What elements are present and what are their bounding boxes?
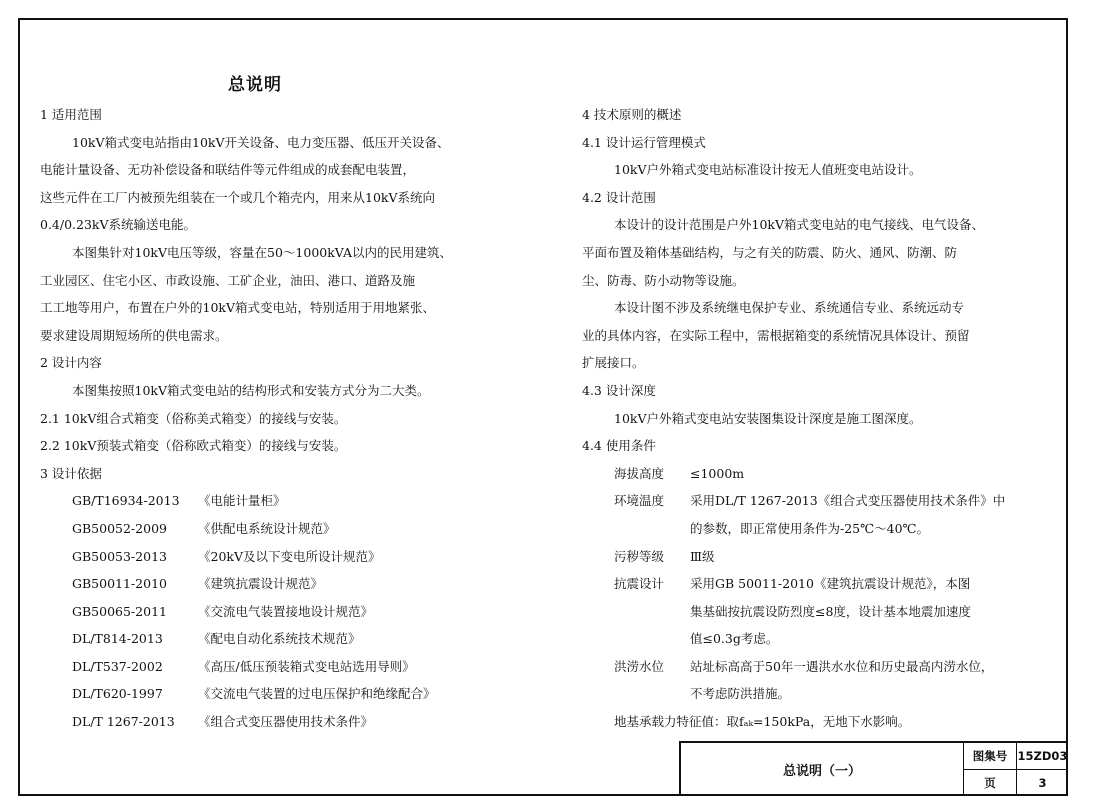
standard-name: 《电能计量柜》	[198, 493, 286, 509]
standard-name: 《供配电系统设计规范》	[198, 520, 336, 536]
right-column	[582, 101, 1052, 736]
s2-p1: 本图集按照10kV箱式变电站的结构形式和安装方式分为二大类。	[72, 382, 430, 398]
standard-name: 《交流电气装置的过电压保护和绝缘配合》	[198, 686, 436, 702]
atlas-number-label: 图集号	[964, 743, 1017, 770]
section-1-heading: 1 适用范围	[40, 107, 102, 122]
standard-code: GB50053-2013	[72, 548, 167, 564]
s1-p1-line: 电能计量设备、无功补偿设备和联结件等元件组成的成套配电装置，	[40, 162, 416, 178]
condition-value-cont: 值≤0.3g考虑。	[690, 631, 779, 647]
page-label: 页	[964, 770, 1017, 796]
s1-p1-line: 0.4/0.23kV系统输送电能。	[40, 217, 197, 233]
atlas-number-value: 15ZD03	[1017, 743, 1068, 770]
s1-p2-line: 工业园区、住宅小区、市政设施、工矿企业，油田、港口、道路及施	[40, 272, 416, 288]
condition-value: ≤1000m	[690, 465, 745, 481]
condition-row	[582, 543, 1052, 571]
condition-value-cont: 不考虑防洪措施。	[690, 686, 791, 702]
condition-key: 环境温度	[614, 493, 665, 509]
standard-row	[40, 570, 560, 598]
foundation-capacity: 地基承载力特征值：取fₐₖ=150kPa，无地下水影响。	[614, 714, 911, 730]
section-3-heading: 3 设计依据	[40, 465, 102, 481]
condition-row	[582, 487, 1052, 515]
standard-name: 《20kV及以下变电所设计规范》	[198, 548, 381, 564]
condition-value: Ⅲ级	[690, 548, 715, 564]
standard-code: GB/T16934-2013	[72, 493, 180, 509]
left-column	[40, 101, 560, 736]
s43-p: 10kV户外箱式变电站安装图集设计深度是施工图深度。	[614, 410, 922, 426]
section-4-3-heading: 4.3 设计深度	[582, 382, 656, 398]
condition-value-cont: 的参数，即正常使用条件为-25℃～40℃。	[690, 520, 930, 536]
s1-p2-line: 工工地等用户，布置在户外的10kV箱式变电站，特别适用于用地紧张、	[40, 300, 436, 316]
s42-p1-line: 平面布置及箱体基础结构，与之有关的防震、防火、通风、防潮、防	[582, 244, 958, 260]
title-block	[679, 741, 1068, 796]
section-4-heading: 4 技术原则的概述	[582, 107, 682, 122]
condition-key: 污秽等级	[614, 548, 665, 564]
standard-row	[40, 653, 560, 681]
section-2-1: 2.1 10kV组合式箱变（俗称美式箱变）的接线与安装。	[40, 410, 347, 426]
s1-p1-line: 10kV箱式变电站指由10kV开关设备、电力变压器、低压开关设备、	[72, 134, 450, 150]
standard-code: GB50052-2009	[72, 520, 167, 536]
page-number: 3	[1038, 776, 1047, 790]
standard-code: GB50011-2010	[72, 576, 167, 592]
section-4-2-heading: 4.2 设计范围	[582, 189, 656, 205]
standard-code: DL/T620-1997	[72, 686, 163, 702]
s42-p1-line: 本设计的设计范围是户外10kV箱式变电站的电气接线、电气设备、	[614, 217, 985, 233]
section-2-2: 2.2 10kV预装式箱变（俗称欧式箱变）的接线与安装。	[40, 438, 347, 454]
s41-p: 10kV户外箱式变电站标准设计按无人值班变电站设计。	[614, 162, 922, 178]
page-title: 总说明	[228, 75, 282, 95]
condition-row	[582, 653, 1052, 681]
standard-name: 《高压/低压预装箱式变电站选用导则》	[198, 658, 415, 674]
condition-key: 海拔高度	[614, 465, 665, 481]
standard-code: DL/T 1267-2013	[72, 714, 175, 730]
standard-name: 《建筑抗震设计规范》	[198, 576, 324, 592]
s42-p2-line: 业的具体内容，在实际工程中，需根据箱变的系统情况具体设计、预留	[582, 327, 970, 343]
standard-name: 《组合式变压器使用技术条件》	[198, 714, 374, 730]
section-2-heading: 2 设计内容	[40, 355, 102, 371]
standard-row	[40, 487, 560, 515]
condition-key: 洪涝水位	[614, 658, 665, 674]
standard-row	[40, 598, 560, 626]
condition-row	[582, 460, 1052, 488]
condition-row	[582, 570, 1052, 598]
standard-row	[40, 625, 560, 653]
standard-row	[40, 708, 560, 736]
standard-code: DL/T814-2013	[72, 631, 163, 647]
s42-p1-line: 尘、防毒、防小动物等设施。	[582, 272, 745, 288]
standard-row	[40, 680, 560, 708]
standard-code: GB50065-2011	[72, 603, 167, 619]
condition-key: 抗震设计	[614, 576, 665, 592]
condition-value: 站址标高高于50年一遇洪水水位和历史最高内涝水位，	[690, 658, 994, 674]
s1-p2-line: 要求建设周期短场所的供电需求。	[40, 327, 228, 343]
standard-name: 《配电自动化系统技术规范》	[198, 631, 361, 647]
section-4-1-heading: 4.1 设计运行管理模式	[582, 134, 706, 150]
condition-value: 采用GB 50011-2010《建筑抗震设计规范》，本图	[690, 576, 971, 592]
s42-p2-line: 扩展接口。	[582, 355, 645, 371]
section-4-4-heading: 4.4 使用条件	[582, 438, 656, 454]
condition-value-cont: 集基础按抗震设防烈度≤8度，设计基本地震加速度	[690, 603, 971, 619]
s1-p1-line: 这些元件在工厂内被预先组装在一个或几个箱壳内，用来从10kV系统向	[40, 189, 436, 205]
s42-p2-line: 本设计图不涉及系统继电保护专业、系统通信专业、系统远动专	[614, 300, 965, 316]
s1-p2-line: 本图集针对10kV电压等级，容量在50～1000kVA以内的民用建筑、	[72, 244, 453, 260]
condition-value: 采用DL/T 1267-2013《组合式变压器使用技术条件》中	[690, 493, 1006, 509]
standard-name: 《交流电气装置接地设计规范》	[198, 603, 374, 619]
drawing-name: 总说明（一）	[681, 743, 964, 796]
standard-row	[40, 543, 560, 571]
standard-row	[40, 515, 560, 543]
standard-code: DL/T537-2002	[72, 658, 163, 674]
